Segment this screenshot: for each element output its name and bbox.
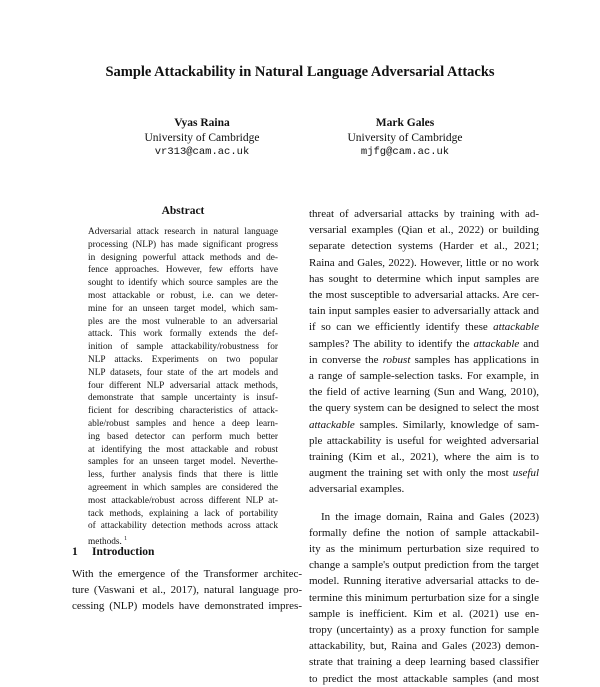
body-line: strate that training a deep learning based classifier [309, 656, 539, 669]
author-name: Mark Gales [375, 117, 435, 129]
abstract-line: of attackability detection methods across attack [88, 521, 278, 532]
paper-title: Sample Attackability in Natural Language Adversarial Attacks [105, 64, 495, 80]
abstract-line: most attackable/robust across different NLP at- [88, 495, 278, 506]
abstract-line: processing (NLP) has made significant progress [88, 239, 278, 250]
abstract-line: less, further analysis finds that there is little [88, 470, 278, 481]
body-text: samples? The ability to identify the [309, 337, 474, 350]
body-line: has sought to determine which input samples are [309, 272, 539, 285]
abstract-line: NLP datasets, four state of the art models and [88, 367, 278, 378]
italic-term: useful [512, 467, 539, 480]
abstract-line: four different NLP adversarial attack methods, [88, 380, 278, 391]
body-line: tropy (uncertainty) as a proxy function for sample [309, 624, 539, 637]
abstract-line: ficient for describing characteristics of attack- [88, 406, 278, 417]
author-email: mjfg@cam.ac.uk [360, 146, 450, 158]
body-line [309, 417, 539, 433]
body-text: if so can we efficiently identify these [309, 321, 494, 334]
abstract-line: fence approaches. However, few efforts have [88, 265, 278, 276]
abstract-line: tack methods, explaining a lack of portability [88, 508, 278, 519]
body-line: separate detection systems (Harder et al., 2021; [309, 240, 539, 253]
body-line: the most susceptible to adversarial attacks. Are cer- [309, 289, 539, 302]
abstract-line: samples for an unseen target model. Neverthe- [88, 457, 278, 468]
body-line: formally define the notion of sample attackabil- [309, 526, 539, 539]
body-line: training (Kim et al., 2021), where the aim is to [309, 451, 539, 464]
abstract-line: sought to identify which source samples are the [88, 278, 278, 289]
intro-line: ture (Vaswani et al., 2017), natural language pro- [72, 584, 302, 596]
author-name: Vyas Raina [174, 117, 230, 129]
body-line: Raina and Gales, 2022). However, little or no work [309, 256, 539, 269]
abstract-line: at identifying the most attackable and robust [88, 444, 278, 455]
intro-line: cessing (NLP) models have demonstrated impres- [72, 600, 302, 612]
abstract-body [88, 226, 278, 549]
introduction-body [72, 566, 302, 614]
abstract-line: agreement in which samples are considered the [88, 482, 278, 493]
body-line: tain input samples easier to adversarially attack and [309, 305, 539, 318]
author-email: vr313@cam.ac.uk [154, 146, 250, 158]
abstract-line: in designing powerful attack methods and de- [88, 252, 278, 263]
section-title: Introduction [92, 546, 155, 558]
abstract-line: ing based detector can perform much better [88, 431, 278, 442]
italic-term: attackable [473, 337, 520, 350]
body-text: in converse the [309, 353, 383, 366]
body-line: model. Running iterative adversarial attacks to de- [309, 575, 539, 588]
abstract-line: able/robust samples and hence a deep learn- [88, 418, 278, 429]
body-line [309, 336, 539, 352]
abstract-line: ples are the most vulnerable to an adversarial [88, 316, 278, 327]
body-text: augment the training set with only the most [309, 467, 513, 480]
abstract-heading: Abstract [161, 205, 205, 217]
abstract-line: attack. This work formally extends the def- [88, 329, 278, 340]
right-column [309, 206, 539, 687]
abstract-line-text: methods. [88, 537, 122, 548]
body-line: the query system can be designed to select the most [309, 402, 539, 415]
italic-term: attackable [493, 321, 539, 334]
paragraph-gap [309, 498, 539, 509]
abstract-line: NLP attacks. Experiments on two popular [88, 354, 278, 365]
body-line: termine this minimum perturbation size for a single [309, 591, 539, 604]
body-line: ity as the minimum perturbation size required to [309, 543, 539, 556]
footnote-mark: 1 [124, 536, 128, 543]
body-line: attackability, but, Raina and Gales (2023) demon- [309, 640, 539, 653]
abstract-line: demonstrate that sample uncertainty is insuf- [88, 393, 278, 404]
body-line: the field of active learning (Sun and Wang, 2010), [309, 386, 539, 399]
body-line: versarial examples (Qian et al., 2022) or building [309, 224, 539, 237]
body-line: to predict the most attackable samples (and most [309, 672, 539, 685]
author-affiliation: University of Cambridge [347, 131, 463, 144]
section-heading-introduction [72, 546, 302, 558]
body-line: threat of adversarial attacks by training with ad- [309, 208, 539, 220]
body-line [309, 319, 539, 335]
abstract-line: mine for an unseen target model, which sam- [88, 303, 278, 314]
body-line: change a sample's output prediction from the target [309, 559, 539, 572]
body-line [309, 465, 539, 481]
author-block-1 [102, 116, 302, 160]
author-block-2 [305, 116, 505, 160]
abstract-line: most attackable or robust, i.e. can we deter- [88, 290, 278, 301]
section-number: 1 [72, 546, 78, 558]
body-line: a range of sample-selection tasks. For example, in [309, 370, 539, 383]
intro-line: With the emergence of the Transformer architec- [72, 568, 302, 580]
abstract-line: Adversarial attack research in natural language [88, 227, 278, 237]
body-line: sample is inefficient. Kim et al. (2021) use en- [309, 607, 539, 620]
italic-term: attackable [309, 418, 355, 431]
body-line: In the image domain, Raina and Gales (2023) [321, 510, 539, 523]
body-line: ple attackability is useful for weighted adversarial [309, 434, 539, 447]
body-line: adversarial examples. [309, 483, 405, 496]
body-text: samples. Similarly, knowledge of sam- [354, 418, 539, 431]
body-text: samples has applications in [410, 353, 540, 366]
author-affiliation: University of Cambridge [144, 131, 260, 144]
italic-term: robust [382, 353, 411, 366]
body-text: and [519, 337, 539, 350]
abstract-line: inition of sample attackability/robustness for [88, 342, 278, 353]
body-line [309, 352, 539, 368]
